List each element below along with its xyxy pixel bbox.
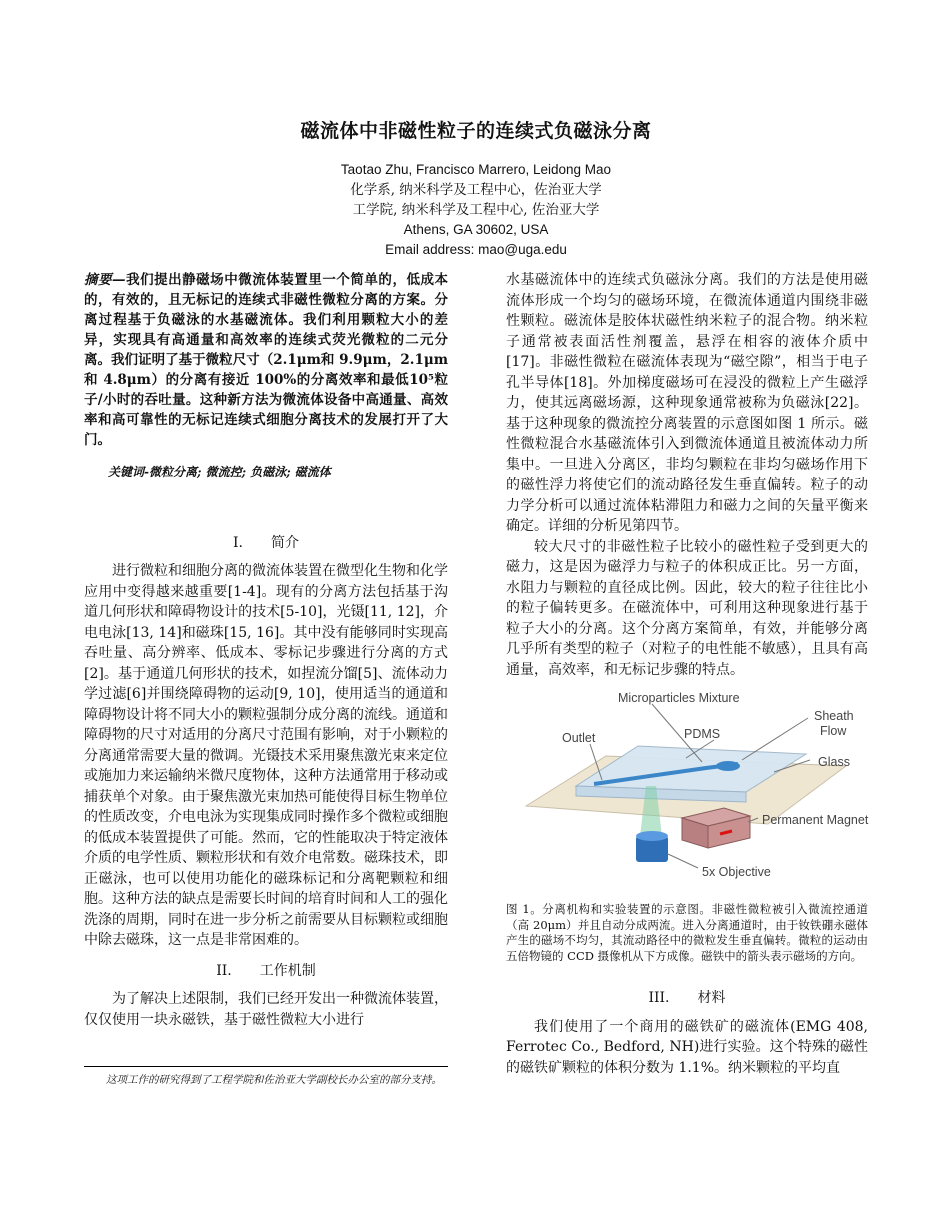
mechanism-paragraph-start: 为了解决上述限制，我们已经开发出一种微流体装置，仅仅使用一块永磁铁，基于磁性微粒大小进行 bbox=[84, 991, 448, 1028]
affiliation-city: Athens, GA 30602, USA bbox=[403, 222, 549, 237]
keywords: 关键词-微粒分离; 微流控; 负磁泳; 磁流体 bbox=[108, 465, 331, 479]
materials-paragraph: 我们使用了一个商用的磁铁矿的磁流体(EMG 408, Ferrotec Co., Bedford, NH)进行实验。这个特殊的磁性的磁铁矿颗粒的体积分数为 1.1%。纳米颗粒的平均直 bbox=[506, 1018, 868, 1076]
right-column bbox=[506, 270, 868, 1078]
label-outlet: Outlet bbox=[562, 731, 596, 745]
affiliation-1: 化学系, 纳米科学及工程中心，佐治亚大学 bbox=[350, 182, 602, 198]
section-heading-intro: I. 简介 bbox=[233, 534, 299, 551]
author-names: Taotao Zhu, Francisco Marrero, Leidong Mao bbox=[340, 162, 612, 177]
label-sheath-1: Sheath bbox=[814, 709, 854, 723]
footnote-text: 这项工作的研究得到了工程学院和佐治亚大学副校长办公室的部分支持。 bbox=[106, 1074, 442, 1086]
figure-caption: 图 1。分离机构和实验装置的示意图。非磁性微粒被引入微流控通道（高 20μm）并且自动分成两流。进入分离通道时，由于钕铁硼永磁体产生的磁场不均匀，其流动路径中的微粒发生垂直偏转。微粒的运动由五倍物镜的 CCD 摄像机从下方成像。磁铁中的箭头表示磁场的方向。 bbox=[506, 902, 868, 963]
label-objective: 5x Objective bbox=[702, 865, 771, 879]
author-email: Email address: mao@uga.edu bbox=[385, 242, 567, 257]
abstract-text: 我们提出静磁场中微流体装置里一个简单的，低成本的，有效的，且无标记的连续式非磁性微粒分离的方案。分离过程基于负磁泳的水基磁流体。我们利用颗粒大小的差异，实现具有高通量和高效率的连续式荧光微粒的二元分离。我们证明了基于微粒尺寸（2.1μm和 9.9μm，2.1μm和 4.8μm）的分离有接近 100%的分离效率和最低10⁵粒子/小时的吞吐量。这种新方法为微流体设备中高通量、高效率和高可靠性的无标记连续式细胞分离技术的发展打开了大门。 bbox=[84, 272, 449, 448]
inlet-junction bbox=[716, 761, 740, 771]
label-mixture: Microparticles Mixture bbox=[618, 691, 740, 705]
affiliation-2: 工学院, 纳米科学及工程中心, 佐治亚大学 bbox=[352, 202, 600, 218]
section-heading-materials: III. 材料 bbox=[648, 990, 726, 1006]
label-pdms: PDMS bbox=[684, 727, 721, 741]
label-glass: Glass bbox=[818, 755, 850, 769]
left-column bbox=[84, 270, 448, 1030]
footnote bbox=[84, 1066, 448, 1088]
author-block bbox=[0, 160, 952, 260]
section-heading-mechanism: II. 工作机制 bbox=[216, 962, 316, 979]
objective-top bbox=[636, 831, 668, 841]
figure-1 bbox=[506, 688, 868, 896]
label-sheath-2: Flow bbox=[820, 724, 847, 738]
paper-title: 磁流体中非磁性粒子的连续式负磁泳分离 bbox=[300, 120, 652, 142]
intro-paragraph: 进行微粒和细胞分离的微流体装置在微型化生物和化学应用中变得越来越重要[1-4]。现有的分离方法包括基于沟道几何形状和障碍物设计的技术[5-10]，光镊[11, 12]，介电电泳[13, 14]和磁珠[15, 16]。其中没有能够同时实现高吞吐量、高分辨率、低成本、零标记步骤进行分离的方式[2]。基于通道几何形状的技术，如捏流分馏[5]、流体动力学过滤[6]并围绕障碍物的运动[9, 10]，使用适当的通道和障碍物设计将不同大小的颗粒强制分成分离的流线。通道和障碍物的尺寸对适用的分离尺寸范围有影响，对于小颗粒的分离通常需要大量的微调。光镊技术采用聚焦激光束来定位或施加力来运输纳米微尺度物体，这种方法通常用于移动或捕获单个对象。由于聚焦激光束加热可能使得目标生物单位的性质改变，介电电泳为实现集成同时操作多个微粒或细胞的低成本装置提供了可能。然而，它的性能取决于特定液体介质的电学性质、颗粒形状和有效介电常数。磁珠技术，即正磁泳，也可以使用功能化的磁珠标记和分离靶颗粒和细胞。这种方法的缺点是需要长时间的培育时间和人工的强化洗涤的周期，同时在进一步分析之前需要从目标颗粒或细胞中除去磁珠，这一点是非常困难的。 bbox=[84, 563, 448, 948]
mechanism-paragraph-2: 较大尺寸的非磁性粒子比较小的磁性粒子受到更大的磁力，这是因为磁浮力与粒子的体积成正比。另一方面，水阻力与颗粒的直径成比例。因此，较大的粒子往往比小的粒子偏转更多。在磁流体中，可利用这种现象进行基于粒子大小的分离。这个分离方案简单，有效，并能够分离几乎所有类型的粒子（对粒子的电性能不敏感），且具有高通量，高效率，和无标记步骤的特点。 bbox=[506, 538, 868, 678]
leader-objective bbox=[668, 854, 698, 868]
label-magnet: Permanent Magnet bbox=[762, 813, 869, 827]
mechanism-paragraph-continued: 水基磁流体中的连续式负磁泳分离。我们的方法是使用磁流体形成一个均匀的磁场环境，在微流体通道内围绕非磁性颗粒。磁流体是胶体状磁性纳米粒子的混合物。纳米粒子通常被表面活性剂覆盖，悬浮在相容的液体介质中[17]。非磁性微粒在磁流体表现为“磁空隙”，相当于电子孔半导体[18]。外加梯度磁场可在浸没的微粒上产生磁浮力，使其远离磁场源，这种现象通常被称为负磁泳[22]。基于这种现象的微流控分离装置的示意图如图 1 所示。磁性微粒混合水基磁流体引入到微流体通道且被流体动力所集中。一旦进入分离区，非均匀颗粒在非均匀磁场作用下的磁性浮力将使它们的流动路径发生垂直偏转。粒子的动力学分析可以通过流体粘滞阻力和磁力之间的矢量平衡来确定。详细的分析见第四节。 bbox=[506, 272, 868, 534]
abstract bbox=[84, 270, 448, 450]
abstract-lead: 摘要— bbox=[84, 272, 126, 288]
footnote-rule bbox=[84, 1066, 448, 1067]
